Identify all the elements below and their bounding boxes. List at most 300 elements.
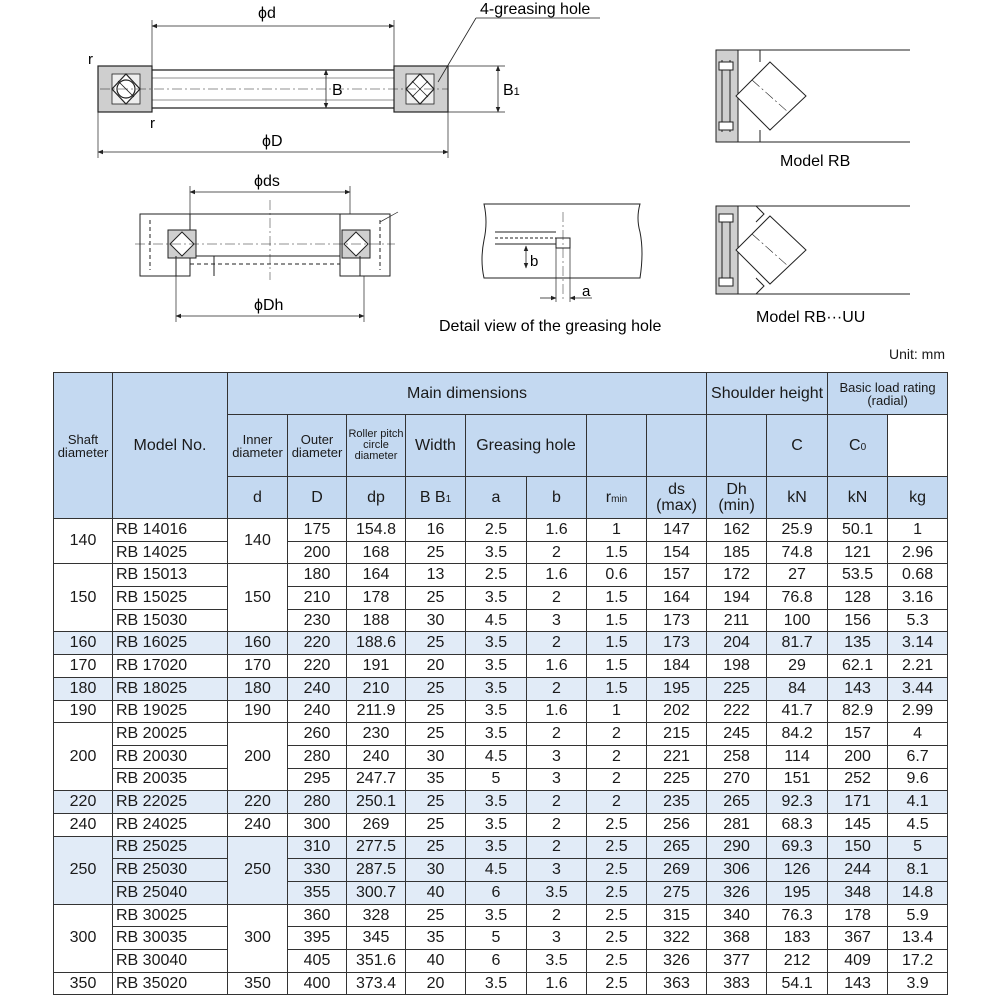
col-outer-diameter: Outer diameter: [288, 415, 347, 477]
spec-table: [53, 372, 948, 995]
cell-dh: 198: [707, 655, 767, 678]
cell-dp: 188.6: [347, 632, 406, 655]
col-model-no: Model No.: [113, 373, 228, 519]
cell-b: 1.6: [527, 700, 587, 723]
unit-kg: kg: [888, 477, 948, 519]
cell-c0: 157: [828, 723, 888, 746]
cell-B: 25: [406, 813, 466, 836]
cell-dp: 164: [347, 564, 406, 587]
cell-dp: 345: [347, 927, 406, 950]
cell-b: 1.6: [527, 972, 587, 995]
cell-D: 220: [288, 632, 347, 655]
r-bottom-label: r: [150, 115, 155, 132]
cell-r: 2.5: [587, 904, 647, 927]
table-row: [54, 927, 948, 950]
cell-mass: 2.99: [888, 700, 948, 723]
cell-mass: 4.1: [888, 791, 948, 814]
cell-dp: 373.4: [347, 972, 406, 995]
cell-ds: 157: [647, 564, 707, 587]
table-row: [54, 655, 948, 678]
cell-ds: 275: [647, 882, 707, 905]
cell-c0: 200: [828, 745, 888, 768]
cell-shaft: 170: [54, 655, 113, 678]
cell-a: 4.5: [466, 859, 527, 882]
table-row: [54, 950, 948, 973]
cell-c0: 252: [828, 768, 888, 791]
cell-model: RB 20025: [113, 723, 228, 746]
cell-c: 84: [767, 677, 828, 700]
dim-inner-dia: ϕd: [258, 5, 276, 22]
cell-c: 84.2: [767, 723, 828, 746]
cell-d: 150: [228, 564, 288, 632]
cell-ds: 147: [647, 519, 707, 542]
cell-B: 35: [406, 768, 466, 791]
cell-d: 170: [228, 655, 288, 678]
cell-c: 25.9: [767, 519, 828, 542]
cell-c0: 121: [828, 541, 888, 564]
cell-r: 2: [587, 768, 647, 791]
cell-model: RB 16025: [113, 632, 228, 655]
unit-dh: Dh (min): [707, 477, 767, 519]
cell-model: RB 19025: [113, 700, 228, 723]
cell-c0: 143: [828, 677, 888, 700]
col-r-spacer: [587, 415, 647, 477]
cell-B: 40: [406, 950, 466, 973]
cell-ds: 221: [647, 745, 707, 768]
cell-model: RB 14025: [113, 541, 228, 564]
cell-a: 3.5: [466, 972, 527, 995]
cell-r: 1.5: [587, 587, 647, 610]
cell-dp: 250.1: [347, 791, 406, 814]
cell-D: 295: [288, 768, 347, 791]
cell-d: 160: [228, 632, 288, 655]
cell-shaft: 150: [54, 564, 113, 632]
cell-ds: 326: [647, 950, 707, 973]
cell-mass: 8.1: [888, 859, 948, 882]
unit-d: d: [228, 477, 288, 519]
table-row: [54, 859, 948, 882]
cell-a: 3.5: [466, 813, 527, 836]
cell-dh: 281: [707, 813, 767, 836]
table-row: [54, 519, 948, 542]
table-row: [54, 677, 948, 700]
cell-ds: 269: [647, 859, 707, 882]
cell-B: 40: [406, 882, 466, 905]
cell-r: 2.5: [587, 972, 647, 995]
cell-model: RB 17020: [113, 655, 228, 678]
cell-b: 2: [527, 541, 587, 564]
cell-r: 2.5: [587, 882, 647, 905]
cell-model: RB 30040: [113, 950, 228, 973]
col-main-dimensions: Main dimensions: [228, 373, 707, 415]
cell-B: 30: [406, 609, 466, 632]
cell-ds: 184: [647, 655, 707, 678]
cell-c0: 150: [828, 836, 888, 859]
cell-a: 3.5: [466, 723, 527, 746]
cell-r: 2.5: [587, 927, 647, 950]
cell-dp: 300.7: [347, 882, 406, 905]
cell-B: 25: [406, 791, 466, 814]
cell-D: 200: [288, 541, 347, 564]
cell-c: 100: [767, 609, 828, 632]
cell-a: 3.5: [466, 655, 527, 678]
table-row: [54, 609, 948, 632]
cell-model: RB 15025: [113, 587, 228, 610]
cell-mass: 5: [888, 836, 948, 859]
cell-r: 1.5: [587, 541, 647, 564]
cell-r: 1: [587, 519, 647, 542]
cell-model: RB 35020: [113, 972, 228, 995]
cell-a: 3.5: [466, 587, 527, 610]
cell-r: 1.5: [587, 609, 647, 632]
cell-model: RB 15030: [113, 609, 228, 632]
cell-d: 220: [228, 791, 288, 814]
cell-c0: 82.9: [828, 700, 888, 723]
cell-dp: 247.7: [347, 768, 406, 791]
cell-dh: 194: [707, 587, 767, 610]
cell-ds: 154: [647, 541, 707, 564]
cell-a: 5: [466, 768, 527, 791]
cell-c: 92.3: [767, 791, 828, 814]
cell-r: 1.5: [587, 677, 647, 700]
col-shaft-diameter: Shaft diameter: [54, 373, 113, 519]
cell-D: 220: [288, 655, 347, 678]
r-top-label: r: [88, 51, 93, 68]
cell-ds: 322: [647, 927, 707, 950]
cell-dh: 265: [707, 791, 767, 814]
greasing-hole-label: 4-greasing hole: [480, 1, 591, 18]
col-greasing-hole: Greasing hole: [466, 415, 587, 477]
cell-dh: 383: [707, 972, 767, 995]
col-width: Width: [406, 415, 466, 477]
cell-c0: 145: [828, 813, 888, 836]
cell-D: 400: [288, 972, 347, 995]
table-row: [54, 587, 948, 610]
cell-ds: 235: [647, 791, 707, 814]
cell-D: 280: [288, 791, 347, 814]
cell-a: 2.5: [466, 519, 527, 542]
cell-model: RB 25030: [113, 859, 228, 882]
cell-B: 13: [406, 564, 466, 587]
cell-D: 330: [288, 859, 347, 882]
cell-D: 395: [288, 927, 347, 950]
cell-mass: 3.44: [888, 677, 948, 700]
detail-label-a: a: [582, 283, 591, 300]
col-roller-pitch: Roller pitch circle diameter: [347, 415, 406, 477]
cell-r: 1: [587, 700, 647, 723]
cell-r: 2: [587, 791, 647, 814]
table-row: [54, 564, 948, 587]
cell-B: 25: [406, 677, 466, 700]
cell-r: 2: [587, 723, 647, 746]
unit-a: a: [466, 477, 527, 519]
cell-r: 2.5: [587, 836, 647, 859]
cell-ds: 173: [647, 609, 707, 632]
table-row: [54, 632, 948, 655]
cell-b: 2: [527, 632, 587, 655]
cell-b: 3: [527, 859, 587, 882]
cell-model: RB 30025: [113, 904, 228, 927]
cell-dp: 240: [347, 745, 406, 768]
cell-b: 3: [527, 768, 587, 791]
cell-c0: 143: [828, 972, 888, 995]
cell-D: 180: [288, 564, 347, 587]
cell-b: 3: [527, 745, 587, 768]
cell-ds: 256: [647, 813, 707, 836]
cell-a: 6: [466, 950, 527, 973]
cell-c0: 244: [828, 859, 888, 882]
cell-a: 3.5: [466, 700, 527, 723]
table-row: [54, 813, 948, 836]
cell-shaft: 300: [54, 904, 113, 972]
cell-d: 180: [228, 677, 288, 700]
cell-c: 41.7: [767, 700, 828, 723]
cell-b: 1.6: [527, 519, 587, 542]
unit-label: Unit: mm: [889, 346, 945, 362]
cell-ds: 265: [647, 836, 707, 859]
cell-a: 5: [466, 927, 527, 950]
cell-D: 175: [288, 519, 347, 542]
cell-b: 3.5: [527, 882, 587, 905]
cell-model: RB 24025: [113, 813, 228, 836]
cell-dp: 168: [347, 541, 406, 564]
cell-mass: 1: [888, 519, 948, 542]
cell-dh: 290: [707, 836, 767, 859]
unit-ds: ds (max): [647, 477, 707, 519]
cell-c0: 367: [828, 927, 888, 950]
cell-mass: 4.5: [888, 813, 948, 836]
cell-c: 74.8: [767, 541, 828, 564]
cell-c: 151: [767, 768, 828, 791]
cell-dh: 326: [707, 882, 767, 905]
cell-b: 2: [527, 587, 587, 610]
cell-B: 25: [406, 904, 466, 927]
cell-mass: 5.3: [888, 609, 948, 632]
cell-shaft: 240: [54, 813, 113, 836]
detail-caption: Detail view of the greasing hole: [439, 318, 662, 335]
cell-B: 30: [406, 859, 466, 882]
cell-dh: 204: [707, 632, 767, 655]
cell-B: 25: [406, 836, 466, 859]
cell-b: 2: [527, 836, 587, 859]
model-rb-uu-drawing: [716, 206, 910, 294]
cell-b: 2: [527, 813, 587, 836]
cell-B: 35: [406, 927, 466, 950]
cell-dp: 188: [347, 609, 406, 632]
cell-r: 1.5: [587, 632, 647, 655]
cell-r: 0.6: [587, 564, 647, 587]
cell-r: 2: [587, 745, 647, 768]
cell-dp: 210: [347, 677, 406, 700]
cell-a: 3.5: [466, 904, 527, 927]
cell-ds: 173: [647, 632, 707, 655]
unit-kn-c0: kN: [828, 477, 888, 519]
cell-model: RB 25025: [113, 836, 228, 859]
cell-b: 1.6: [527, 564, 587, 587]
cell-D: 355: [288, 882, 347, 905]
cell-b: 2: [527, 723, 587, 746]
unit-kn-c: kN: [767, 477, 828, 519]
cell-d: 190: [228, 700, 288, 723]
cell-shaft: 160: [54, 632, 113, 655]
unit-bb1: B B1: [406, 477, 466, 519]
cell-model: RB 14016: [113, 519, 228, 542]
cell-D: 230: [288, 609, 347, 632]
cell-shaft: 350: [54, 972, 113, 995]
cell-D: 300: [288, 813, 347, 836]
cell-dp: 154.8: [347, 519, 406, 542]
bearing-drawings: [0, 0, 1000, 345]
cell-c0: 135: [828, 632, 888, 655]
cell-dp: 287.5: [347, 859, 406, 882]
cell-dh: 306: [707, 859, 767, 882]
unit-D: D: [288, 477, 347, 519]
spec-table-body: [54, 519, 948, 995]
table-row: [54, 836, 948, 859]
cell-d: 300: [228, 904, 288, 972]
cell-shaft: 220: [54, 791, 113, 814]
cell-ds: 164: [647, 587, 707, 610]
cell-c: 76.8: [767, 587, 828, 610]
cell-c: 68.3: [767, 813, 828, 836]
cell-dh: 225: [707, 677, 767, 700]
cell-a: 4.5: [466, 609, 527, 632]
cell-c: 29: [767, 655, 828, 678]
cell-mass: 0.68: [888, 564, 948, 587]
cell-D: 210: [288, 587, 347, 610]
cell-D: 280: [288, 745, 347, 768]
cell-b: 2: [527, 677, 587, 700]
cell-model: RB 30035: [113, 927, 228, 950]
cell-c0: 348: [828, 882, 888, 905]
cell-B: 16: [406, 519, 466, 542]
cell-D: 360: [288, 904, 347, 927]
cell-model: RB 22025: [113, 791, 228, 814]
cell-B: 20: [406, 972, 466, 995]
cell-c: 27: [767, 564, 828, 587]
cell-shaft: 140: [54, 519, 113, 564]
table-row: [54, 700, 948, 723]
cell-dh: 258: [707, 745, 767, 768]
cell-mass: 2.21: [888, 655, 948, 678]
cell-d: 240: [228, 813, 288, 836]
dim-dh: ϕDh: [254, 297, 284, 314]
cell-dh: 185: [707, 541, 767, 564]
cell-shaft: 180: [54, 677, 113, 700]
cell-dh: 211: [707, 609, 767, 632]
main-cross-section: [98, 18, 600, 158]
cell-dp: 328: [347, 904, 406, 927]
cell-B: 30: [406, 745, 466, 768]
cell-shaft: 250: [54, 836, 113, 904]
cell-a: 2.5: [466, 564, 527, 587]
cell-dp: 178: [347, 587, 406, 610]
cell-c: 69.3: [767, 836, 828, 859]
cell-a: 3.5: [466, 791, 527, 814]
cell-d: 140: [228, 519, 288, 564]
cell-shaft: 200: [54, 723, 113, 791]
col-ds-spacer: [647, 415, 707, 477]
cell-c: 212: [767, 950, 828, 973]
cell-ds: 363: [647, 972, 707, 995]
table-row: [54, 723, 948, 746]
cell-mass: 6.7: [888, 745, 948, 768]
model-rb-uu-caption: Model RB···UU: [756, 309, 866, 326]
cell-mass: 3.14: [888, 632, 948, 655]
cell-a: 4.5: [466, 745, 527, 768]
cell-a: 3.5: [466, 677, 527, 700]
dim-width-b1: B1: [503, 82, 520, 99]
cell-model: RB 20030: [113, 745, 228, 768]
cell-c0: 50.1: [828, 519, 888, 542]
col-inner-diameter: Inner diameter: [228, 415, 288, 477]
cell-dh: 377: [707, 950, 767, 973]
cell-ds: 195: [647, 677, 707, 700]
cell-d: 200: [228, 723, 288, 791]
cell-mass: 3.9: [888, 972, 948, 995]
table-row: [54, 541, 948, 564]
cell-dh: 172: [707, 564, 767, 587]
cell-B: 25: [406, 632, 466, 655]
cell-shaft: 190: [54, 700, 113, 723]
unit-rmin: rmin: [587, 477, 647, 519]
cell-mass: 17.2: [888, 950, 948, 973]
cell-ds: 225: [647, 768, 707, 791]
cell-b: 2: [527, 904, 587, 927]
cell-c0: 62.1: [828, 655, 888, 678]
cell-D: 240: [288, 677, 347, 700]
cell-D: 260: [288, 723, 347, 746]
cell-dp: 191: [347, 655, 406, 678]
table-row: [54, 791, 948, 814]
cell-r: 2.5: [587, 950, 647, 973]
cell-c0: 156: [828, 609, 888, 632]
col-c0: C0: [828, 415, 888, 477]
cell-c: 183: [767, 927, 828, 950]
dim-ds: ϕds: [254, 173, 280, 190]
cell-mass: 3.16: [888, 587, 948, 610]
cell-mass: 2.96: [888, 541, 948, 564]
cell-dp: 269: [347, 813, 406, 836]
cell-dh: 245: [707, 723, 767, 746]
cell-D: 405: [288, 950, 347, 973]
cell-ds: 215: [647, 723, 707, 746]
cell-b: 3: [527, 927, 587, 950]
cell-c: 81.7: [767, 632, 828, 655]
cell-mass: 4: [888, 723, 948, 746]
cell-dp: 277.5: [347, 836, 406, 859]
model-rb-drawing: [716, 50, 910, 142]
unit-b: b: [527, 477, 587, 519]
cell-a: 3.5: [466, 836, 527, 859]
cell-model: RB 18025: [113, 677, 228, 700]
cell-dp: 211.9: [347, 700, 406, 723]
cell-r: 1.5: [587, 655, 647, 678]
cell-D: 310: [288, 836, 347, 859]
cell-mass: 9.6: [888, 768, 948, 791]
cell-B: 25: [406, 541, 466, 564]
col-dh-spacer: [707, 415, 767, 477]
table-row: [54, 768, 948, 791]
col-shoulder-height: Shoulder height: [707, 373, 828, 415]
table-row: [54, 882, 948, 905]
cell-model: RB 25040: [113, 882, 228, 905]
cell-dh: 270: [707, 768, 767, 791]
table-row: [54, 745, 948, 768]
cell-a: 3.5: [466, 632, 527, 655]
cell-a: 6: [466, 882, 527, 905]
table-row: [54, 972, 948, 995]
